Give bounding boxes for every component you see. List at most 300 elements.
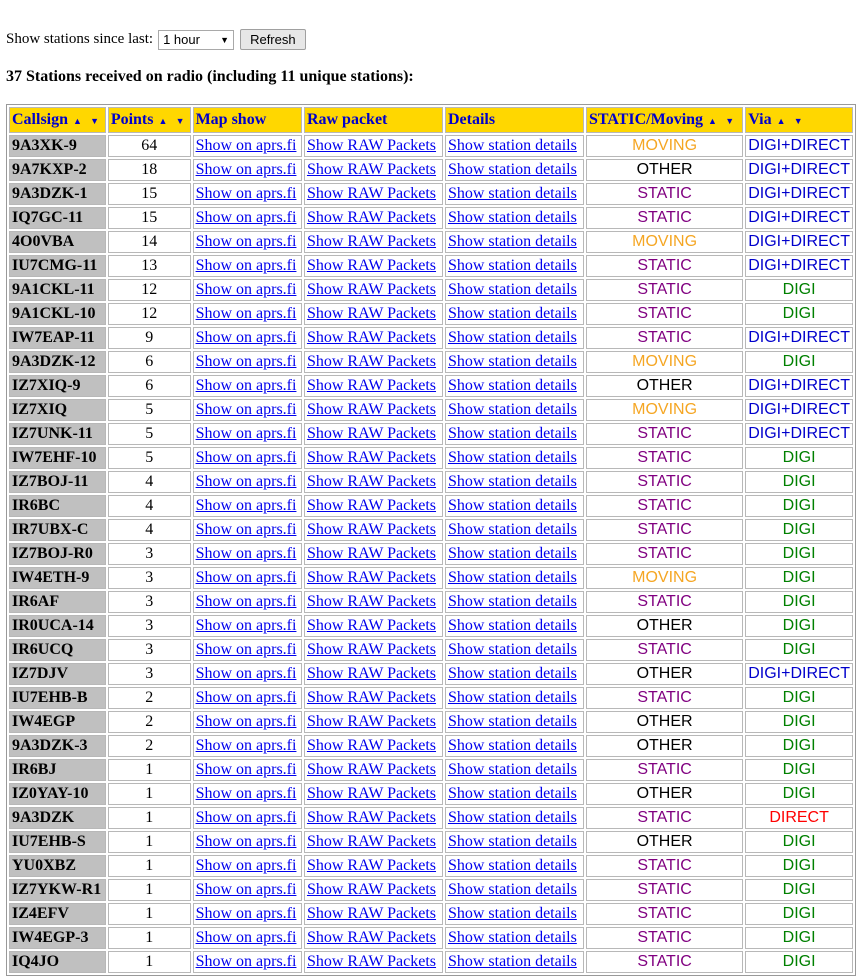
map-link-cell <box>193 759 302 781</box>
map-link[interactable]: Show on aprs.fi <box>195 545 297 562</box>
col-callsign[interactable]: Callsign ▲ ▼ <box>9 107 106 133</box>
type-cell: STATIC <box>586 207 743 229</box>
station-details-link-cell <box>445 639 584 661</box>
map-link-cell <box>193 543 302 565</box>
callsign-cell: IR7UBX-C <box>9 519 106 541</box>
via-cell: DIGI <box>745 615 853 637</box>
type-cell: STATIC <box>586 519 743 541</box>
raw-packets-link-cell <box>304 687 443 709</box>
raw-packets-link-cell <box>304 927 443 949</box>
raw-packets-link-cell <box>304 567 443 589</box>
raw-packets-link[interactable]: Show RAW Packets <box>306 305 437 322</box>
station-details-link-cell <box>445 951 584 973</box>
map-link[interactable]: Show on aprs.fi <box>195 353 297 370</box>
raw-packets-link-cell <box>304 423 443 445</box>
via-cell: DIGI <box>745 567 853 589</box>
points-cell: 12 <box>108 303 191 325</box>
via-cell: DIGI+DIRECT <box>745 255 853 277</box>
raw-packets-link[interactable]: Show RAW Packets <box>306 329 437 346</box>
station-details-link[interactable]: Show station details <box>447 689 577 706</box>
raw-packets-link-cell <box>304 591 443 613</box>
raw-packets-link[interactable]: Show RAW Packets <box>306 617 437 634</box>
map-link[interactable]: Show on aprs.fi <box>195 425 297 442</box>
table-row <box>9 543 853 565</box>
type-cell: OTHER <box>586 663 743 685</box>
callsign-cell: 9A1CKL-11 <box>9 279 106 301</box>
map-link[interactable]: Show on aprs.fi <box>195 521 297 538</box>
points-cell: 1 <box>108 879 191 901</box>
map-link[interactable]: Show on aprs.fi <box>195 905 297 922</box>
raw-packets-link-cell <box>304 543 443 565</box>
raw-packets-link[interactable]: Show RAW Packets <box>306 497 437 514</box>
raw-packets-link-cell <box>304 351 443 373</box>
map-link-cell <box>193 567 302 589</box>
type-cell: OTHER <box>586 615 743 637</box>
raw-packets-link[interactable]: Show RAW Packets <box>306 473 437 490</box>
station-details-link[interactable]: Show station details <box>447 137 577 154</box>
raw-packets-link[interactable]: Show RAW Packets <box>306 857 437 874</box>
station-details-link[interactable]: Show station details <box>447 329 577 346</box>
points-cell: 2 <box>108 687 191 709</box>
station-details-link[interactable]: Show station details <box>447 905 577 922</box>
station-details-link-cell <box>445 759 584 781</box>
table-row <box>9 831 853 853</box>
type-cell: STATIC <box>586 255 743 277</box>
map-link[interactable]: Show on aprs.fi <box>195 593 297 610</box>
points-cell: 5 <box>108 399 191 421</box>
map-link[interactable]: Show on aprs.fi <box>195 833 297 850</box>
via-cell: DIGI+DIRECT <box>745 375 853 397</box>
raw-packets-link[interactable]: Show RAW Packets <box>306 425 437 442</box>
raw-packets-link-cell <box>304 495 443 517</box>
table-row <box>9 567 853 589</box>
map-link[interactable]: Show on aprs.fi <box>195 809 297 826</box>
map-link[interactable]: Show on aprs.fi <box>195 497 297 514</box>
via-cell: DIGI <box>745 927 853 949</box>
station-details-link[interactable]: Show station details <box>447 209 577 226</box>
station-details-link[interactable]: Show station details <box>447 305 577 322</box>
map-link[interactable]: Show on aprs.fi <box>195 929 297 946</box>
raw-packets-link[interactable]: Show RAW Packets <box>306 929 437 946</box>
via-cell: DIGI <box>745 903 853 925</box>
map-link-cell <box>193 903 302 925</box>
station-details-link[interactable]: Show station details <box>447 425 577 442</box>
map-link-cell <box>193 471 302 493</box>
points-cell: 6 <box>108 375 191 397</box>
raw-packets-link[interactable]: Show RAW Packets <box>306 737 437 754</box>
station-details-link-cell <box>445 879 584 901</box>
type-cell: STATIC <box>586 759 743 781</box>
sort-icon[interactable]: ▲ ▼ <box>776 116 806 126</box>
via-cell: DIGI+DIRECT <box>745 327 853 349</box>
station-details-link[interactable]: Show station details <box>447 737 577 754</box>
table-row <box>9 519 853 541</box>
map-link-cell <box>193 951 302 973</box>
refresh-button[interactable]: Refresh <box>240 29 306 50</box>
station-details-link-cell <box>445 207 584 229</box>
raw-packets-link-cell <box>304 903 443 925</box>
table-row <box>9 927 853 949</box>
type-cell: OTHER <box>586 783 743 805</box>
raw-packets-link[interactable]: Show RAW Packets <box>306 377 437 394</box>
station-details-link-cell <box>445 735 584 757</box>
points-cell: 1 <box>108 783 191 805</box>
via-cell: DIGI+DIRECT <box>745 231 853 253</box>
station-details-link[interactable]: Show station details <box>447 257 577 274</box>
station-details-link[interactable]: Show station details <box>447 857 577 874</box>
callsign-cell: IZ7UNK-11 <box>9 423 106 445</box>
map-link[interactable]: Show on aprs.fi <box>195 401 297 418</box>
raw-packets-link[interactable]: Show RAW Packets <box>306 785 437 802</box>
raw-packets-link-cell <box>304 615 443 637</box>
callsign-cell: 9A3XK-9 <box>9 135 106 157</box>
map-link[interactable]: Show on aprs.fi <box>195 881 297 898</box>
points-cell: 1 <box>108 927 191 949</box>
map-link-cell <box>193 279 302 301</box>
map-link-cell <box>193 879 302 901</box>
station-details-link[interactable]: Show station details <box>447 161 577 178</box>
via-cell: DIGI <box>745 783 853 805</box>
type-cell: STATIC <box>586 279 743 301</box>
map-link[interactable]: Show on aprs.fi <box>195 449 297 466</box>
station-details-link-cell <box>445 615 584 637</box>
points-cell: 4 <box>108 519 191 541</box>
via-cell: DIGI <box>745 519 853 541</box>
map-link[interactable]: Show on aprs.fi <box>195 785 297 802</box>
station-details-link-cell <box>445 303 584 325</box>
map-link[interactable]: Show on aprs.fi <box>195 281 297 298</box>
type-cell: STATIC <box>586 639 743 661</box>
map-link[interactable]: Show on aprs.fi <box>195 161 297 178</box>
map-link[interactable]: Show on aprs.fi <box>195 305 297 322</box>
station-details-link[interactable]: Show station details <box>447 353 577 370</box>
raw-packets-link[interactable]: Show RAW Packets <box>306 233 437 250</box>
map-link-cell <box>193 231 302 253</box>
map-link-cell <box>193 255 302 277</box>
via-cell: DIGI <box>745 711 853 733</box>
table-row <box>9 471 853 493</box>
map-link[interactable]: Show on aprs.fi <box>195 329 297 346</box>
station-details-link[interactable]: Show station details <box>447 809 577 826</box>
raw-packets-link[interactable]: Show RAW Packets <box>306 137 437 154</box>
callsign-cell: IW7EAP-11 <box>9 327 106 349</box>
table-row <box>9 591 853 613</box>
raw-packets-link[interactable]: Show RAW Packets <box>306 401 437 418</box>
raw-packets-link-cell <box>304 855 443 877</box>
raw-packets-link[interactable]: Show RAW Packets <box>306 353 437 370</box>
map-link[interactable]: Show on aprs.fi <box>195 617 297 634</box>
time-range-select[interactable] <box>158 30 234 50</box>
station-details-link[interactable]: Show station details <box>447 569 577 586</box>
raw-packets-link-cell <box>304 759 443 781</box>
raw-packets-link-cell <box>304 711 443 733</box>
table-row <box>9 879 853 901</box>
station-details-link-cell <box>445 471 584 493</box>
table-row <box>9 447 853 469</box>
type-cell: OTHER <box>586 735 743 757</box>
table-row <box>9 759 853 781</box>
map-link[interactable]: Show on aprs.fi <box>195 569 297 586</box>
table-row <box>9 855 853 877</box>
type-cell: MOVING <box>586 399 743 421</box>
map-link-cell <box>193 447 302 469</box>
raw-packets-link[interactable]: Show RAW Packets <box>306 641 437 658</box>
map-link[interactable]: Show on aprs.fi <box>195 665 297 682</box>
type-cell: MOVING <box>586 231 743 253</box>
points-cell: 4 <box>108 495 191 517</box>
table-row <box>9 183 853 205</box>
table-row <box>9 255 853 277</box>
callsign-cell: IZ7DJV <box>9 663 106 685</box>
raw-packets-link[interactable]: Show RAW Packets <box>306 185 437 202</box>
points-cell: 18 <box>108 159 191 181</box>
points-cell: 3 <box>108 543 191 565</box>
raw-packets-link[interactable]: Show RAW Packets <box>306 257 437 274</box>
via-cell: DIGI+DIRECT <box>745 663 853 685</box>
via-cell: DIGI <box>745 351 853 373</box>
callsign-cell: 9A3DZK-1 <box>9 183 106 205</box>
raw-packets-link[interactable]: Show RAW Packets <box>306 281 437 298</box>
map-link-cell <box>193 303 302 325</box>
points-cell: 15 <box>108 207 191 229</box>
station-details-link-cell <box>445 567 584 589</box>
raw-packets-link[interactable]: Show RAW Packets <box>306 713 437 730</box>
callsign-cell: IU7EHB-S <box>9 831 106 853</box>
via-cell: DIGI+DIRECT <box>745 399 853 421</box>
station-details-link[interactable]: Show station details <box>447 233 577 250</box>
type-cell: MOVING <box>586 567 743 589</box>
col-details: Details <box>445 107 584 133</box>
table-row <box>9 687 853 709</box>
table-row <box>9 783 853 805</box>
type-cell: STATIC <box>586 495 743 517</box>
raw-packets-link[interactable]: Show RAW Packets <box>306 761 437 778</box>
station-details-link[interactable]: Show station details <box>447 665 577 682</box>
sort-icon[interactable]: ▲ ▼ <box>708 116 738 126</box>
table-row <box>9 279 853 301</box>
map-link-cell <box>193 375 302 397</box>
station-details-link[interactable]: Show station details <box>447 545 577 562</box>
map-link[interactable]: Show on aprs.fi <box>195 185 297 202</box>
via-cell: DIGI+DIRECT <box>745 423 853 445</box>
station-details-link[interactable]: Show station details <box>447 785 577 802</box>
table-row <box>9 375 853 397</box>
station-details-link[interactable]: Show station details <box>447 929 577 946</box>
map-link[interactable]: Show on aprs.fi <box>195 857 297 874</box>
via-cell: DIGI+DIRECT <box>745 135 853 157</box>
table-row <box>9 495 853 517</box>
points-cell: 14 <box>108 231 191 253</box>
callsign-cell: YU0XBZ <box>9 855 106 877</box>
station-details-link-cell <box>445 423 584 445</box>
points-cell: 4 <box>108 471 191 493</box>
station-details-link[interactable]: Show station details <box>447 953 577 970</box>
type-cell: STATIC <box>586 183 743 205</box>
callsign-cell: 9A7KXP-2 <box>9 159 106 181</box>
station-details-link-cell <box>445 687 584 709</box>
map-link[interactable]: Show on aprs.fi <box>195 377 297 394</box>
via-cell: DIGI <box>745 303 853 325</box>
type-cell: OTHER <box>586 831 743 853</box>
map-link[interactable]: Show on aprs.fi <box>195 737 297 754</box>
table-body <box>9 135 853 973</box>
station-details-link[interactable]: Show station details <box>447 401 577 418</box>
points-cell: 64 <box>108 135 191 157</box>
station-details-link[interactable]: Show station details <box>447 281 577 298</box>
map-link[interactable]: Show on aprs.fi <box>195 953 297 970</box>
table-row <box>9 951 853 973</box>
map-link-cell <box>193 783 302 805</box>
points-cell: 1 <box>108 831 191 853</box>
map-link-cell <box>193 615 302 637</box>
page-title: 37 Stations received on radio (including 11 unique stations): <box>6 68 414 85</box>
type-cell: OTHER <box>586 711 743 733</box>
station-details-link-cell <box>445 327 584 349</box>
callsign-cell: IW4EGP-3 <box>9 927 106 949</box>
station-details-link[interactable]: Show station details <box>447 497 577 514</box>
station-details-link-cell <box>445 159 584 181</box>
map-link[interactable]: Show on aprs.fi <box>195 209 297 226</box>
raw-packets-link[interactable]: Show RAW Packets <box>306 521 437 538</box>
chevron-down-icon: ▼ <box>220 34 230 45</box>
type-cell: STATIC <box>586 903 743 925</box>
callsign-cell: IZ7XIQ-9 <box>9 375 106 397</box>
callsign-cell: IR0UCA-14 <box>9 615 106 637</box>
sort-icon[interactable]: ▲ ▼ <box>158 116 188 126</box>
callsign-cell: IZ7YKW-R1 <box>9 879 106 901</box>
station-details-link-cell <box>445 543 584 565</box>
raw-packets-link[interactable]: Show RAW Packets <box>306 569 437 586</box>
map-link[interactable]: Show on aprs.fi <box>195 761 297 778</box>
raw-packets-link[interactable]: Show RAW Packets <box>306 593 437 610</box>
callsign-cell: 4O0VBA <box>9 231 106 253</box>
station-details-link[interactable]: Show station details <box>447 473 577 490</box>
table-row <box>9 159 853 181</box>
raw-packets-link[interactable]: Show RAW Packets <box>306 689 437 706</box>
callsign-cell: IR6BC <box>9 495 106 517</box>
raw-packets-link-cell <box>304 303 443 325</box>
via-cell: DIGI <box>745 471 853 493</box>
points-cell: 2 <box>108 735 191 757</box>
station-details-link[interactable]: Show station details <box>447 617 577 634</box>
station-details-link[interactable]: Show station details <box>447 593 577 610</box>
points-cell: 5 <box>108 423 191 445</box>
station-details-link[interactable]: Show station details <box>447 377 577 394</box>
raw-packets-link[interactable]: Show RAW Packets <box>306 449 437 466</box>
station-details-link-cell <box>445 903 584 925</box>
since-label: Show stations since last: <box>6 31 154 47</box>
station-details-link[interactable]: Show station details <box>447 449 577 466</box>
raw-packets-link[interactable]: Show RAW Packets <box>306 545 437 562</box>
station-details-link-cell <box>445 255 584 277</box>
via-cell: DIGI <box>745 279 853 301</box>
points-cell: 3 <box>108 639 191 661</box>
col-static-moving[interactable]: STATIC/Moving ▲ ▼ <box>586 107 743 133</box>
raw-packets-link[interactable]: Show RAW Packets <box>306 833 437 850</box>
points-cell: 5 <box>108 447 191 469</box>
map-link[interactable]: Show on aprs.fi <box>195 137 297 154</box>
station-details-link[interactable]: Show station details <box>447 521 577 538</box>
stations-table <box>6 104 856 976</box>
points-cell: 1 <box>108 855 191 877</box>
station-details-link-cell <box>445 927 584 949</box>
raw-packets-link[interactable]: Show RAW Packets <box>306 905 437 922</box>
raw-packets-link-cell <box>304 279 443 301</box>
raw-packets-link[interactable]: Show RAW Packets <box>306 809 437 826</box>
station-details-link-cell <box>445 807 584 829</box>
callsign-cell: IR6AF <box>9 591 106 613</box>
map-link[interactable]: Show on aprs.fi <box>195 689 297 706</box>
station-details-link[interactable]: Show station details <box>447 713 577 730</box>
station-details-link[interactable]: Show station details <box>447 881 577 898</box>
map-link[interactable]: Show on aprs.fi <box>195 641 297 658</box>
map-link[interactable]: Show on aprs.fi <box>195 473 297 490</box>
table-row <box>9 423 853 445</box>
table-header-row <box>9 107 853 133</box>
points-cell: 9 <box>108 327 191 349</box>
station-details-link-cell <box>445 711 584 733</box>
callsign-cell: IU7CMG-11 <box>9 255 106 277</box>
station-details-link[interactable]: Show station details <box>447 761 577 778</box>
station-details-link-cell <box>445 855 584 877</box>
map-link[interactable]: Show on aprs.fi <box>195 713 297 730</box>
points-cell: 3 <box>108 615 191 637</box>
station-details-link-cell <box>445 519 584 541</box>
station-details-link-cell <box>445 447 584 469</box>
station-details-link[interactable]: Show station details <box>447 833 577 850</box>
station-details-link[interactable]: Show station details <box>447 641 577 658</box>
raw-packets-link[interactable]: Show RAW Packets <box>306 953 437 970</box>
station-details-link[interactable]: Show station details <box>447 185 577 202</box>
callsign-cell: IZ7BOJ-R0 <box>9 543 106 565</box>
table-row <box>9 135 853 157</box>
sort-icon[interactable]: ▲ ▼ <box>73 116 103 126</box>
map-link-cell <box>193 159 302 181</box>
map-link[interactable]: Show on aprs.fi <box>195 257 297 274</box>
table-row <box>9 351 853 373</box>
map-link-cell <box>193 495 302 517</box>
map-link[interactable]: Show on aprs.fi <box>195 233 297 250</box>
callsign-cell: 9A3DZK-12 <box>9 351 106 373</box>
raw-packets-link[interactable]: Show RAW Packets <box>306 161 437 178</box>
table-row <box>9 615 853 637</box>
raw-packets-link[interactable]: Show RAW Packets <box>306 209 437 226</box>
callsign-cell: IR6UCQ <box>9 639 106 661</box>
points-cell: 1 <box>108 903 191 925</box>
via-cell: DIGI <box>745 687 853 709</box>
raw-packets-link[interactable]: Show RAW Packets <box>306 665 437 682</box>
points-cell: 12 <box>108 279 191 301</box>
via-cell: DIRECT <box>745 807 853 829</box>
via-cell: DIGI <box>745 855 853 877</box>
map-link-cell <box>193 327 302 349</box>
via-cell: DIGI <box>745 735 853 757</box>
points-cell: 13 <box>108 255 191 277</box>
col-via[interactable]: Via ▲ ▼ <box>745 107 853 133</box>
callsign-cell: IR6BJ <box>9 759 106 781</box>
col-points[interactable]: Points ▲ ▼ <box>108 107 191 133</box>
map-link-cell <box>193 183 302 205</box>
map-link-cell <box>193 711 302 733</box>
raw-packets-link[interactable]: Show RAW Packets <box>306 881 437 898</box>
map-link-cell <box>193 519 302 541</box>
station-details-link-cell <box>445 231 584 253</box>
station-details-link-cell <box>445 135 584 157</box>
map-link-cell <box>193 855 302 877</box>
raw-packets-link-cell <box>304 207 443 229</box>
raw-packets-link-cell <box>304 519 443 541</box>
map-link-cell <box>193 351 302 373</box>
